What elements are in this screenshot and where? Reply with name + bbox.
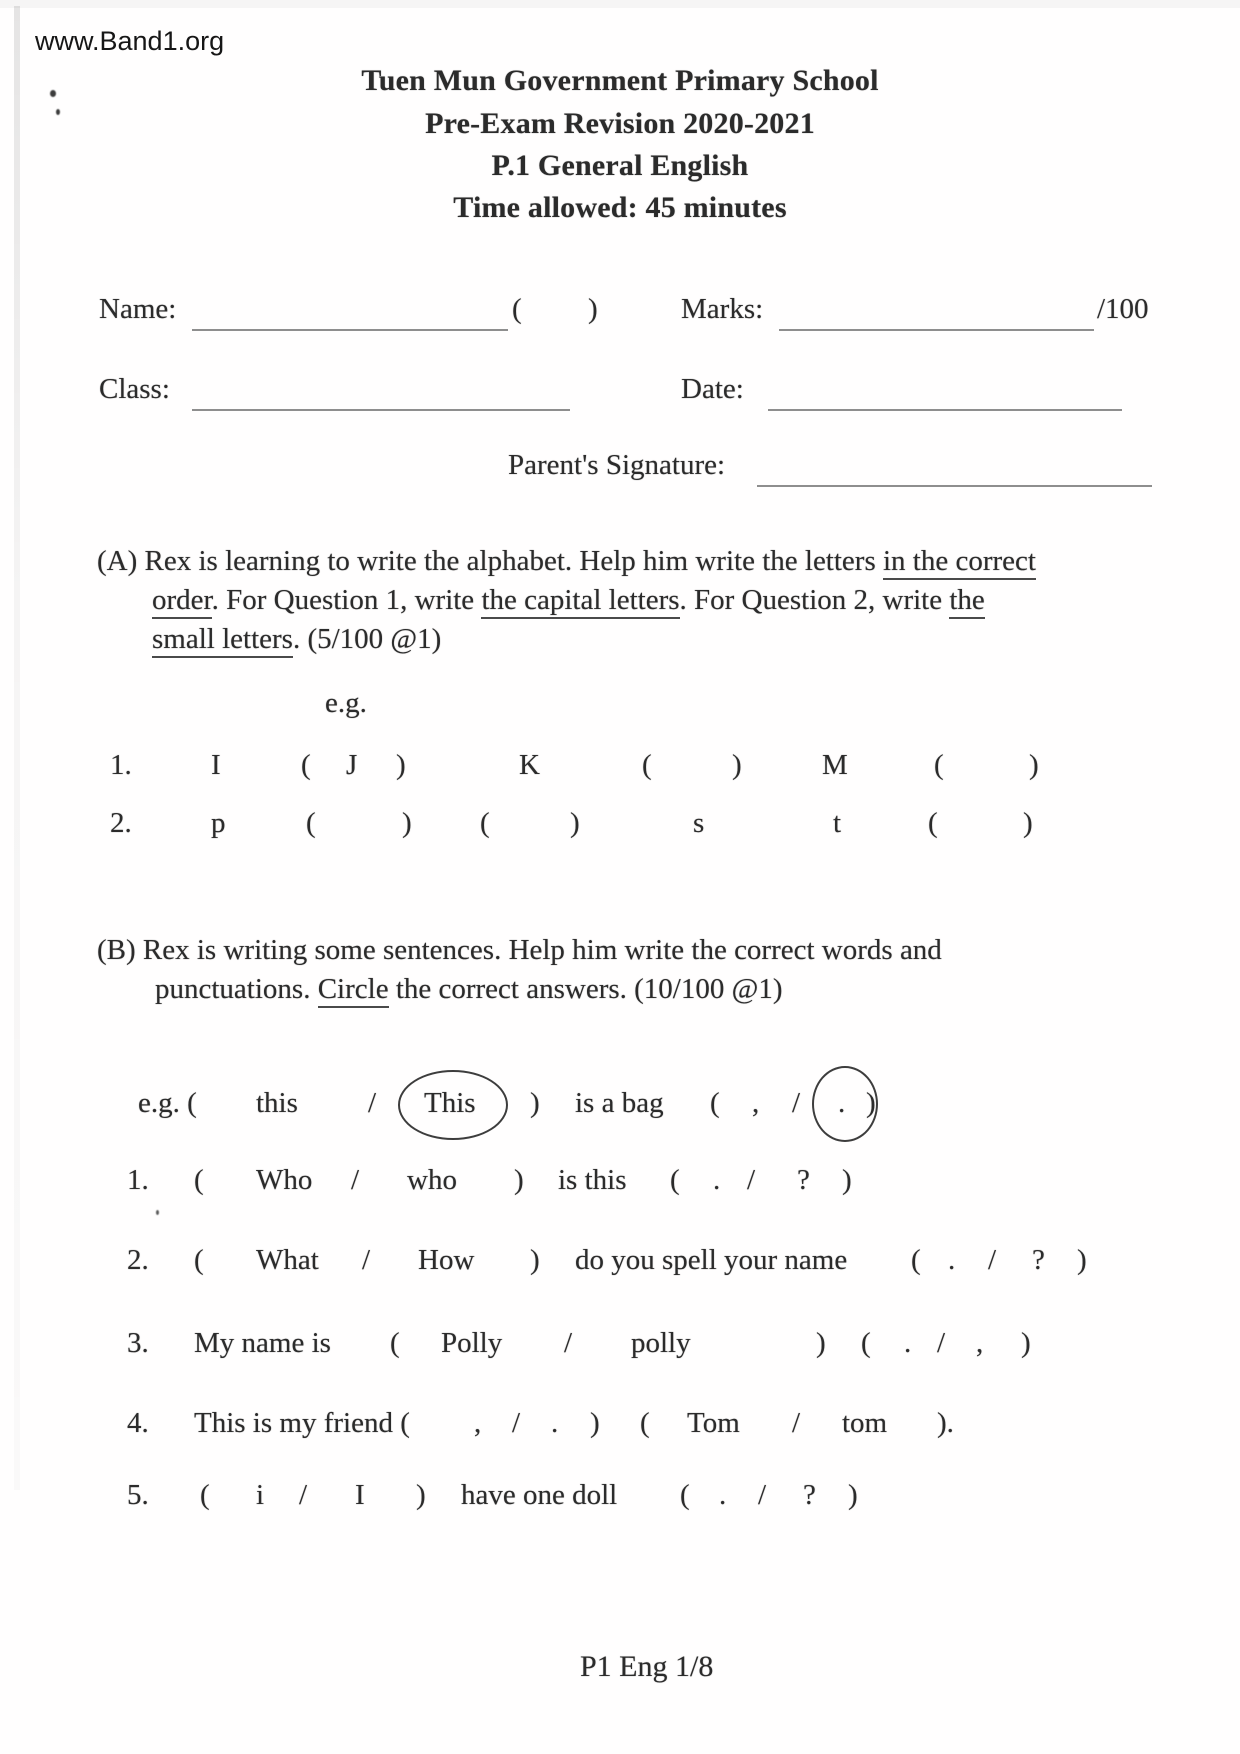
answer-token: ) [396,749,406,781]
instr-segment: (B) Rex is writing some sentences. Help him write the correct words and [97,934,942,966]
answer-token: / [792,1087,801,1119]
example-label: e.g. [325,687,367,719]
answer-token: who [407,1164,457,1196]
answer-token: ( [306,807,316,839]
question-number: 2. [127,1244,149,1276]
class-blank-line [192,409,570,411]
answer-token: ( [670,1164,680,1196]
answer-token: ? [1032,1244,1045,1276]
answer-token: K [519,749,540,781]
answer-token-circled: This [424,1087,476,1119]
answer-token: t [833,807,842,839]
answer-token: have one doll [461,1479,618,1511]
answer-token: ( [480,807,490,839]
name-label: Name: [99,293,177,325]
answer-token: i [256,1479,265,1511]
question-number: 1. [127,1164,149,1196]
answer-token: ( [861,1327,871,1359]
answer-token: / [299,1479,308,1511]
instr-segment-underlined: order [152,584,212,619]
answer-token: ) [570,807,580,839]
answer-token: / [362,1244,371,1276]
answer-token: ( [934,749,944,781]
answer-token: p [211,807,226,839]
answer-token: ( [390,1327,400,1359]
answer-token: ) [1029,749,1039,781]
answer-token: How [418,1244,475,1276]
answer-token: ( [911,1244,921,1276]
answer-token: ) [848,1479,858,1511]
date-label: Date: [681,373,744,405]
answer-token: ( [642,749,652,781]
section-a-instruction-line3 [152,622,441,656]
scan-edge-top [0,0,1240,8]
answer-token: / [368,1087,377,1119]
answer-token: do you spell your name [575,1244,848,1276]
answer-token: . [948,1244,956,1276]
answer-token: is a bag [575,1087,664,1119]
answer-token: ( [301,749,311,781]
answer-token: ? [797,1164,810,1196]
answer-token: Polly [441,1327,503,1359]
answer-token: ) [842,1164,852,1196]
answer-token: ) [866,1087,876,1119]
answer-token: ) [530,1087,540,1119]
answer-token: ) [1023,807,1033,839]
answer-token: ) [514,1164,524,1196]
section-b-instruction-line1 [97,933,942,967]
watermark-url: www.Band1.org [35,26,225,56]
school-name: Tuen Mun Government Primary School [361,64,879,97]
answer-token: This is my friend ( [194,1407,410,1439]
answer-token: ). [937,1407,954,1439]
instr-segment: (A) Rex is learning to write the alphabet. Help him write the letters [97,545,883,577]
answer-token: J [346,749,358,781]
answer-token: I [355,1479,365,1511]
answer-token: . [904,1327,912,1359]
answer-token: / [747,1164,756,1196]
answer-token: ) [732,749,742,781]
answer-token: this [256,1087,298,1119]
answer-token: ) [530,1244,540,1276]
question-number: 3. [127,1327,149,1359]
answer-token: . [719,1479,727,1511]
section-a-instruction-line1 [97,544,1036,578]
answer-token: ( [194,1244,204,1276]
answer-token: ) [590,1407,600,1439]
answer-token: ? [803,1479,816,1511]
answer-token: / [988,1244,997,1276]
class-number-paren-open: ( [512,293,522,325]
answer-token: / [937,1327,946,1359]
date-blank-line [768,409,1122,411]
answer-token: ( [680,1479,690,1511]
example-label: e.g. ( [138,1087,197,1119]
instr-segment: . (5/100 @1) [292,623,442,655]
answer-token: My name is [194,1327,331,1359]
scan-edge-left [14,6,20,1490]
question-number: 4. [127,1407,149,1439]
answer-token: What [256,1244,319,1276]
instr-segment-underlined: the [949,584,984,619]
answer-token: ) [416,1479,426,1511]
marks-blank-line [779,329,1094,331]
answer-token: is this [558,1164,627,1196]
page-footer: P1 Eng 1/8 [580,1650,714,1683]
instr-segment: . For Question 2, write [679,584,950,616]
marks-label: Marks: [681,293,764,325]
question-number: 2. [110,807,132,839]
answer-token: ( [928,807,938,839]
answer-token: s [693,807,705,839]
answer-token: . [713,1164,721,1196]
instr-segment: punctuations. [155,973,318,1005]
marks-total: /100 [1097,293,1149,325]
subject-title: P.1 General English [491,149,749,182]
answer-token: M [822,749,848,781]
answer-token: , [474,1407,482,1439]
answer-token: / [564,1327,573,1359]
answer-token: ) [1021,1327,1031,1359]
class-number-paren-close: ) [588,293,598,325]
answer-token: / [758,1479,767,1511]
instr-segment: the correct answers. (10/100 @1) [388,973,783,1005]
instr-segment-underlined: small letters [152,623,293,658]
section-a-instruction-line2 [152,583,985,617]
instr-segment: . For Question 1, write [211,584,482,616]
scan-artifact-dot [156,1210,159,1215]
answer-token: ( [710,1087,720,1119]
answer-token: Who [256,1164,313,1196]
signature-label: Parent's Signature: [508,449,726,481]
answer-token: I [211,749,221,781]
answer-token: ( [640,1407,650,1439]
section-b-instruction-line2 [155,972,782,1006]
answer-token: . [551,1407,559,1439]
exam-title: Pre-Exam Revision 2020-2021 [425,107,815,140]
answer-token: ) [816,1327,826,1359]
answer-token: ( [194,1164,204,1196]
answer-token-circled: . [838,1087,846,1119]
instr-segment-underlined: in the correct [883,545,1036,580]
answer-token: Tom [687,1407,740,1439]
answer-token: / [792,1407,801,1439]
answer-token: / [351,1164,360,1196]
answer-token: polly [631,1327,691,1359]
time-allowed: Time allowed: 45 minutes [453,191,787,224]
instr-segment-underlined: Circle [318,973,389,1008]
answer-token: ) [402,807,412,839]
instr-segment-underlined: the capital letters [481,584,679,619]
question-number: 1. [110,749,132,781]
answer-token: ( [200,1479,210,1511]
signature-blank-line [757,485,1152,487]
answer-token: / [512,1407,521,1439]
answer-token: tom [842,1407,888,1439]
name-blank-line [192,329,508,331]
answer-token: ) [1077,1244,1087,1276]
answer-token: , [752,1087,760,1119]
answer-token: , [976,1327,984,1359]
question-number: 5. [127,1479,149,1511]
class-label: Class: [99,373,170,405]
